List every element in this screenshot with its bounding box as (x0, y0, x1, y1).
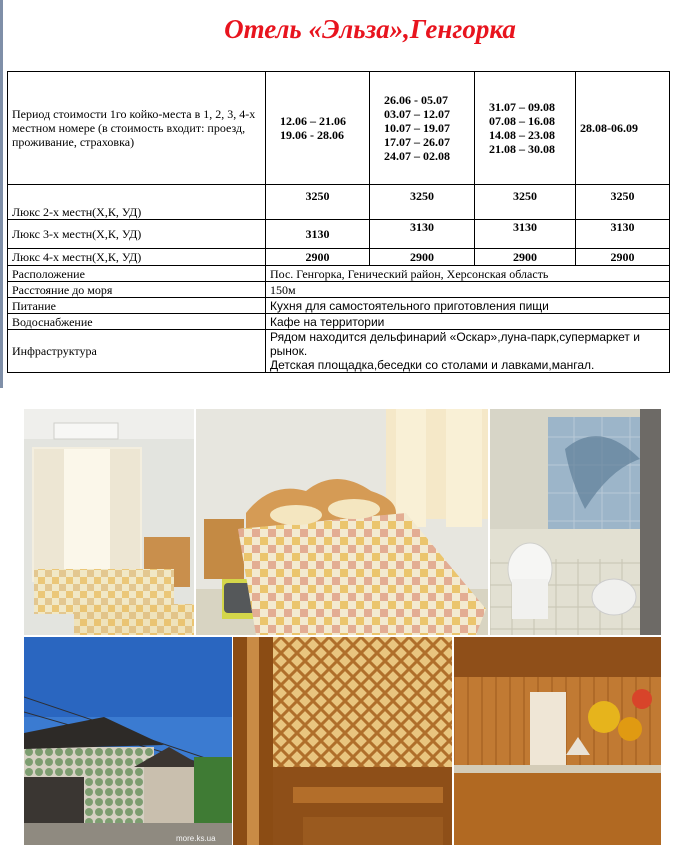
info-value: 150м (266, 282, 670, 298)
photo-hotel-exterior (24, 637, 232, 845)
photo-wooden-kitchen (454, 637, 661, 845)
room-name: Люкс 4-х местн(Х,К, УД) (8, 249, 266, 266)
photo-bedroom-twin (24, 409, 194, 635)
page-title: Отель «Эльза»,Генгорка (224, 14, 516, 44)
info-label: Инфраструктура (8, 330, 266, 373)
price-cell: 3130 (266, 220, 370, 249)
room-row (8, 249, 670, 266)
info-row (8, 298, 670, 314)
period-cell: 31.07 – 09.08 07.08 – 16.08 14.08 – 23.08 21.08 – 30.08 (475, 72, 576, 185)
price-table-header-row (8, 72, 670, 185)
price-cell: 2900 (475, 249, 576, 266)
price-cell: 3130 (475, 220, 576, 249)
period-cell: 26.06 - 05.07 03.07 – 12.07 10.07 – 19.07 17.07 – 26.07 24.07 – 02.08 (370, 72, 475, 185)
price-cell: 3250 (475, 185, 576, 220)
photo-bathroom (490, 409, 661, 635)
info-label: Водоснабжение (8, 314, 266, 330)
info-value: Рядом находится дельфинарий «Оскар»,луна-парк,супермаркет и рынок. Детская площадка,беседки со столами и лавками,мангал. (266, 330, 670, 373)
photo-caption: more.ks.ua (176, 834, 216, 843)
price-cell: 3130 (576, 220, 670, 249)
photo-wooden-gazebo (233, 637, 452, 845)
info-label: Расстояние до моря (8, 282, 266, 298)
price-cell: 3250 (576, 185, 670, 220)
price-cell: 3250 (266, 185, 370, 220)
price-table (7, 71, 670, 373)
info-row (8, 282, 670, 298)
room-name: Люкс 3-х местн(Х,К, УД) (8, 220, 266, 249)
period-header-label: Период стоимости 1го койко-места в 1, 2, 3, 4-х местном номере (в стоимость входит: проезд, проживание, страховка) (8, 72, 266, 185)
info-row (8, 314, 670, 330)
info-label: Питание (8, 298, 266, 314)
price-cell: 2900 (576, 249, 670, 266)
room-name: Люкс 2-х местн(Х,К, УД) (8, 185, 266, 220)
info-value: Кухня для самостоятельного приготовления пищи (266, 298, 670, 314)
price-cell: 3250 (370, 185, 475, 220)
period-cell: 28.08-06.09 (576, 72, 670, 185)
price-cell: 2900 (370, 249, 475, 266)
info-row (8, 330, 670, 373)
page-left-edge (0, 0, 3, 388)
room-row (8, 185, 670, 220)
info-label: Расположение (8, 266, 266, 282)
info-row (8, 266, 670, 282)
price-cell: 3130 (370, 220, 475, 249)
room-row (8, 220, 670, 249)
period-cell: 12.06 – 21.06 19.06 - 28.06 (266, 72, 370, 185)
info-value: Кафе на территории (266, 314, 670, 330)
price-cell: 2900 (266, 249, 370, 266)
info-value: Пос. Генгорка, Генический район, Херсонская область (266, 266, 670, 282)
photo-bedroom-double (196, 409, 488, 635)
